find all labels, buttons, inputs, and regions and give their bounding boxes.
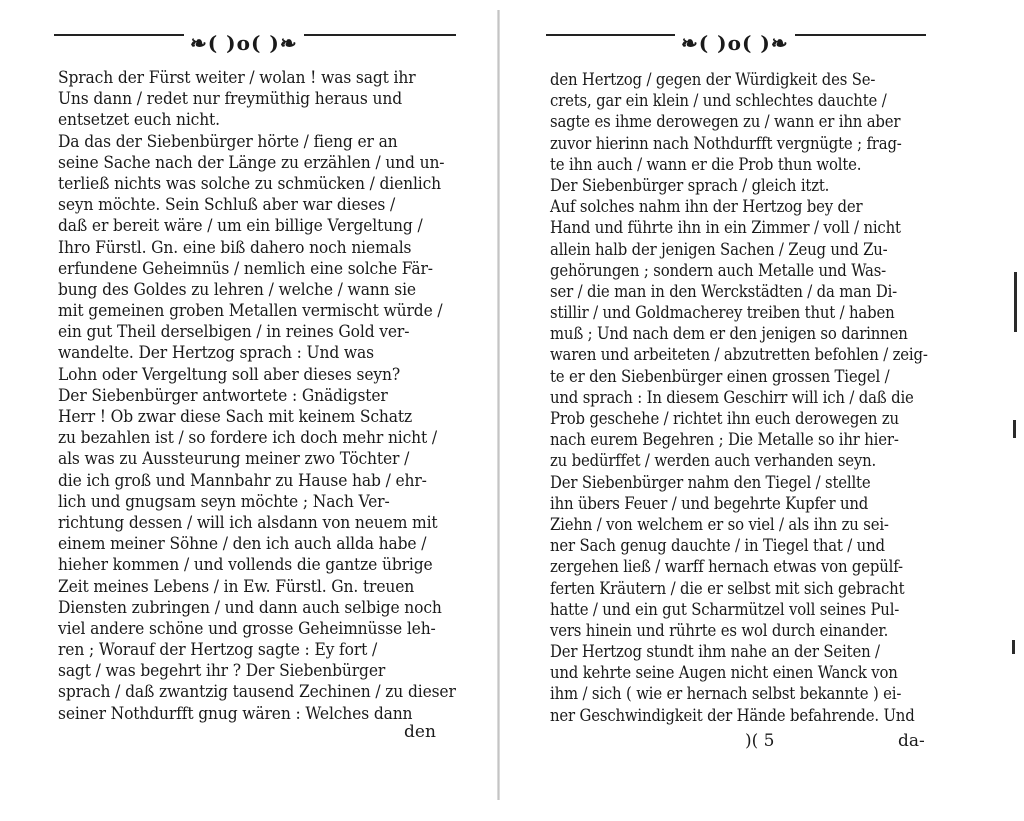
text-line: richtung dessen / will ich alsdann von neuem mit bbox=[58, 512, 438, 533]
text-line: nach eurem Begehren ; Die Metalle so ihr hier- bbox=[550, 430, 899, 451]
text-line: Zeit meines Lebens / in Ew. Fürstl. Gn. treuen bbox=[58, 576, 415, 597]
text-line: muß ; Und nach dem er den jenigen so darinnen bbox=[550, 324, 908, 345]
text-line: ferten Kräutern / die er selbst mit sich gebracht bbox=[550, 578, 905, 599]
text-line: ser / die man in den Werckstädten / da man Di- bbox=[550, 281, 898, 302]
text-line: Uns dann / redet nur freymüthig heraus und bbox=[58, 89, 402, 110]
text-line: hatte / und ein gut Scharmützel voll seines Pul- bbox=[550, 599, 900, 620]
text-line: sagte es ihme derowegen zu / wann er ihn aber bbox=[550, 112, 901, 133]
text-line: daß er bereit wäre / um ein billige Vergeltung / bbox=[58, 216, 423, 237]
text-line: gehörungen ; sondern auch Metalle und Was- bbox=[550, 260, 887, 281]
text-line: und sprach : In diesem Geschirr will ich / daß die bbox=[550, 387, 914, 408]
text-line: die ich groß und Mannbahr zu Hause hab / ehr- bbox=[58, 470, 427, 491]
text-line: seyn möchte. Sein Schluß aber war dieses / bbox=[58, 195, 396, 216]
signature-mark: )( 5 bbox=[745, 731, 775, 751]
catchword: den bbox=[404, 722, 436, 742]
text-block bbox=[58, 68, 499, 725]
text-line: zu bezahlen ist / so fordere ich doch mehr nicht / bbox=[58, 428, 437, 449]
text-line: Hand und führte ihn in ein Zimmer / voll / nicht bbox=[550, 218, 901, 239]
text-line: Diensten zubringen / und dann auch selbige noch bbox=[58, 597, 442, 618]
text-line: ner Sach genug dauchte / in Tiegel that / und bbox=[550, 536, 885, 557]
text-line: mit gemeinen groben Metallen vermischt würde / bbox=[58, 301, 443, 322]
text-line: sagt / was begehrt ihr ? Der Siebenbürger bbox=[58, 661, 386, 682]
text-line: wandelte. Der Hertzog sprach : Und was bbox=[58, 343, 374, 364]
scan-edge-mark bbox=[1013, 420, 1016, 438]
text-line: Ziehn / von welchem er so viel / als ihn zu sei- bbox=[550, 514, 889, 535]
text-line: als was zu Aussteurung meiner zwo Töchter / bbox=[58, 449, 410, 470]
text-line: Da das der Siebenbürger hörte / fieng er an bbox=[58, 131, 398, 152]
text-line: den Hertzog / gegen der Würdigkeit des Se- bbox=[550, 70, 876, 90]
text-line: terließ nichts was solche zu schmücken / dienlich bbox=[58, 173, 442, 194]
text-line: seine Sache nach der Länge zu erzählen / und un- bbox=[58, 152, 445, 173]
text-line: viel andere schöne und grosse Geheimnüsse leh- bbox=[58, 618, 436, 639]
text-line: hieher kommen / und vollends die gantze übrige bbox=[58, 555, 433, 576]
text-line: Der Siebenbürger antwortete : Gnädigster bbox=[58, 385, 388, 406]
text-block bbox=[550, 70, 982, 727]
text-line: Der Siebenbürger sprach / gleich itzt. bbox=[550, 175, 830, 196]
text-line: Ihro Fürstl. Gn. eine biß dahero noch niemals bbox=[58, 237, 412, 258]
scan-edge-mark bbox=[1012, 640, 1015, 654]
text-line: bung des Goldes zu lehren / welche / wann sie bbox=[58, 279, 416, 300]
text-line: ren ; Worauf der Hertzog sagte : Ey fort / bbox=[58, 640, 378, 661]
text-line: ihn übers Feuer / und begehrte Kupfer und bbox=[550, 493, 869, 514]
text-line: allein halb der jenigen Sachen / Zeug und Zu- bbox=[550, 239, 888, 260]
text-line: sprach / daß zwantzig tausend Zechinen / zu dieser bbox=[58, 682, 456, 703]
text-line: zergehen ließ / warff hernach etwas von gepülf- bbox=[550, 557, 903, 578]
text-line: Der Hertzog stundt ihm nahe an der Seiten / bbox=[550, 642, 880, 663]
text-line: zuvor hierinn nach Nothdurfft vergnügte ; frag- bbox=[550, 133, 902, 154]
text-line: te ihn auch / wann er die Prob thun wolte. bbox=[550, 154, 862, 175]
text-line: zu bedürffet / werden auch verhanden seyn. bbox=[550, 451, 877, 472]
text-line: crets, gar ein klein / und schlechtes dauchte / bbox=[550, 91, 887, 112]
text-line: vers hinein und rührte es wol durch einander. bbox=[550, 620, 889, 641]
text-line: einem meiner Söhne / den ich auch allda habe / bbox=[58, 534, 427, 555]
header-ornament: ❧( )o( )❧ bbox=[184, 32, 304, 54]
text-line: entsetzet euch nicht. bbox=[58, 110, 220, 131]
text-line: Prob geschehe / richtet ihn euch derowegen zu bbox=[550, 409, 899, 429]
text-line: Auf solches nahm ihn der Hertzog bey der bbox=[550, 197, 863, 218]
text-line: stillir / und Goldmacherey treiben thut / haben bbox=[550, 303, 895, 324]
text-line: waren und arbeiteten / abzutretten befohlen / zeig- bbox=[550, 345, 928, 366]
text-line: te er den Siebenbürger einen grossen Tiegel / bbox=[550, 366, 890, 387]
header-ornament: ❧( )o( )❧ bbox=[675, 32, 795, 54]
scan-edge-mark bbox=[1014, 272, 1017, 332]
text-line: ein gut Theil derselbigen / in reines Gold ver- bbox=[58, 322, 410, 343]
text-line: Lohn oder Vergeltung soll aber dieses seyn? bbox=[58, 364, 401, 385]
text-line: ihm / sich ( wie er hernach selbst bekannte ) ei- bbox=[550, 684, 902, 705]
text-line: lich und gnugsam seyn möchte ; Nach Ver- bbox=[58, 491, 390, 512]
text-line: ner Geschwindigkeit der Hände befahrende. Und bbox=[550, 705, 915, 726]
text-line: und kehrte seine Augen nicht einen Wanck von bbox=[550, 663, 898, 684]
text-line: Der Siebenbürger nahm den Tiegel / stellte bbox=[550, 472, 871, 493]
text-line: Sprach der Fürst weiter / wolan ! was sagt ihr bbox=[58, 68, 416, 88]
catchword: da- bbox=[898, 731, 925, 751]
text-line: erfundene Geheimnüs / nemlich eine solche Fär- bbox=[58, 258, 433, 279]
text-line: Herr ! Ob zwar diese Sach mit keinem Schatz bbox=[58, 407, 413, 427]
text-line: seiner Nothdurfft gnug wären : Welches dann bbox=[58, 703, 413, 724]
